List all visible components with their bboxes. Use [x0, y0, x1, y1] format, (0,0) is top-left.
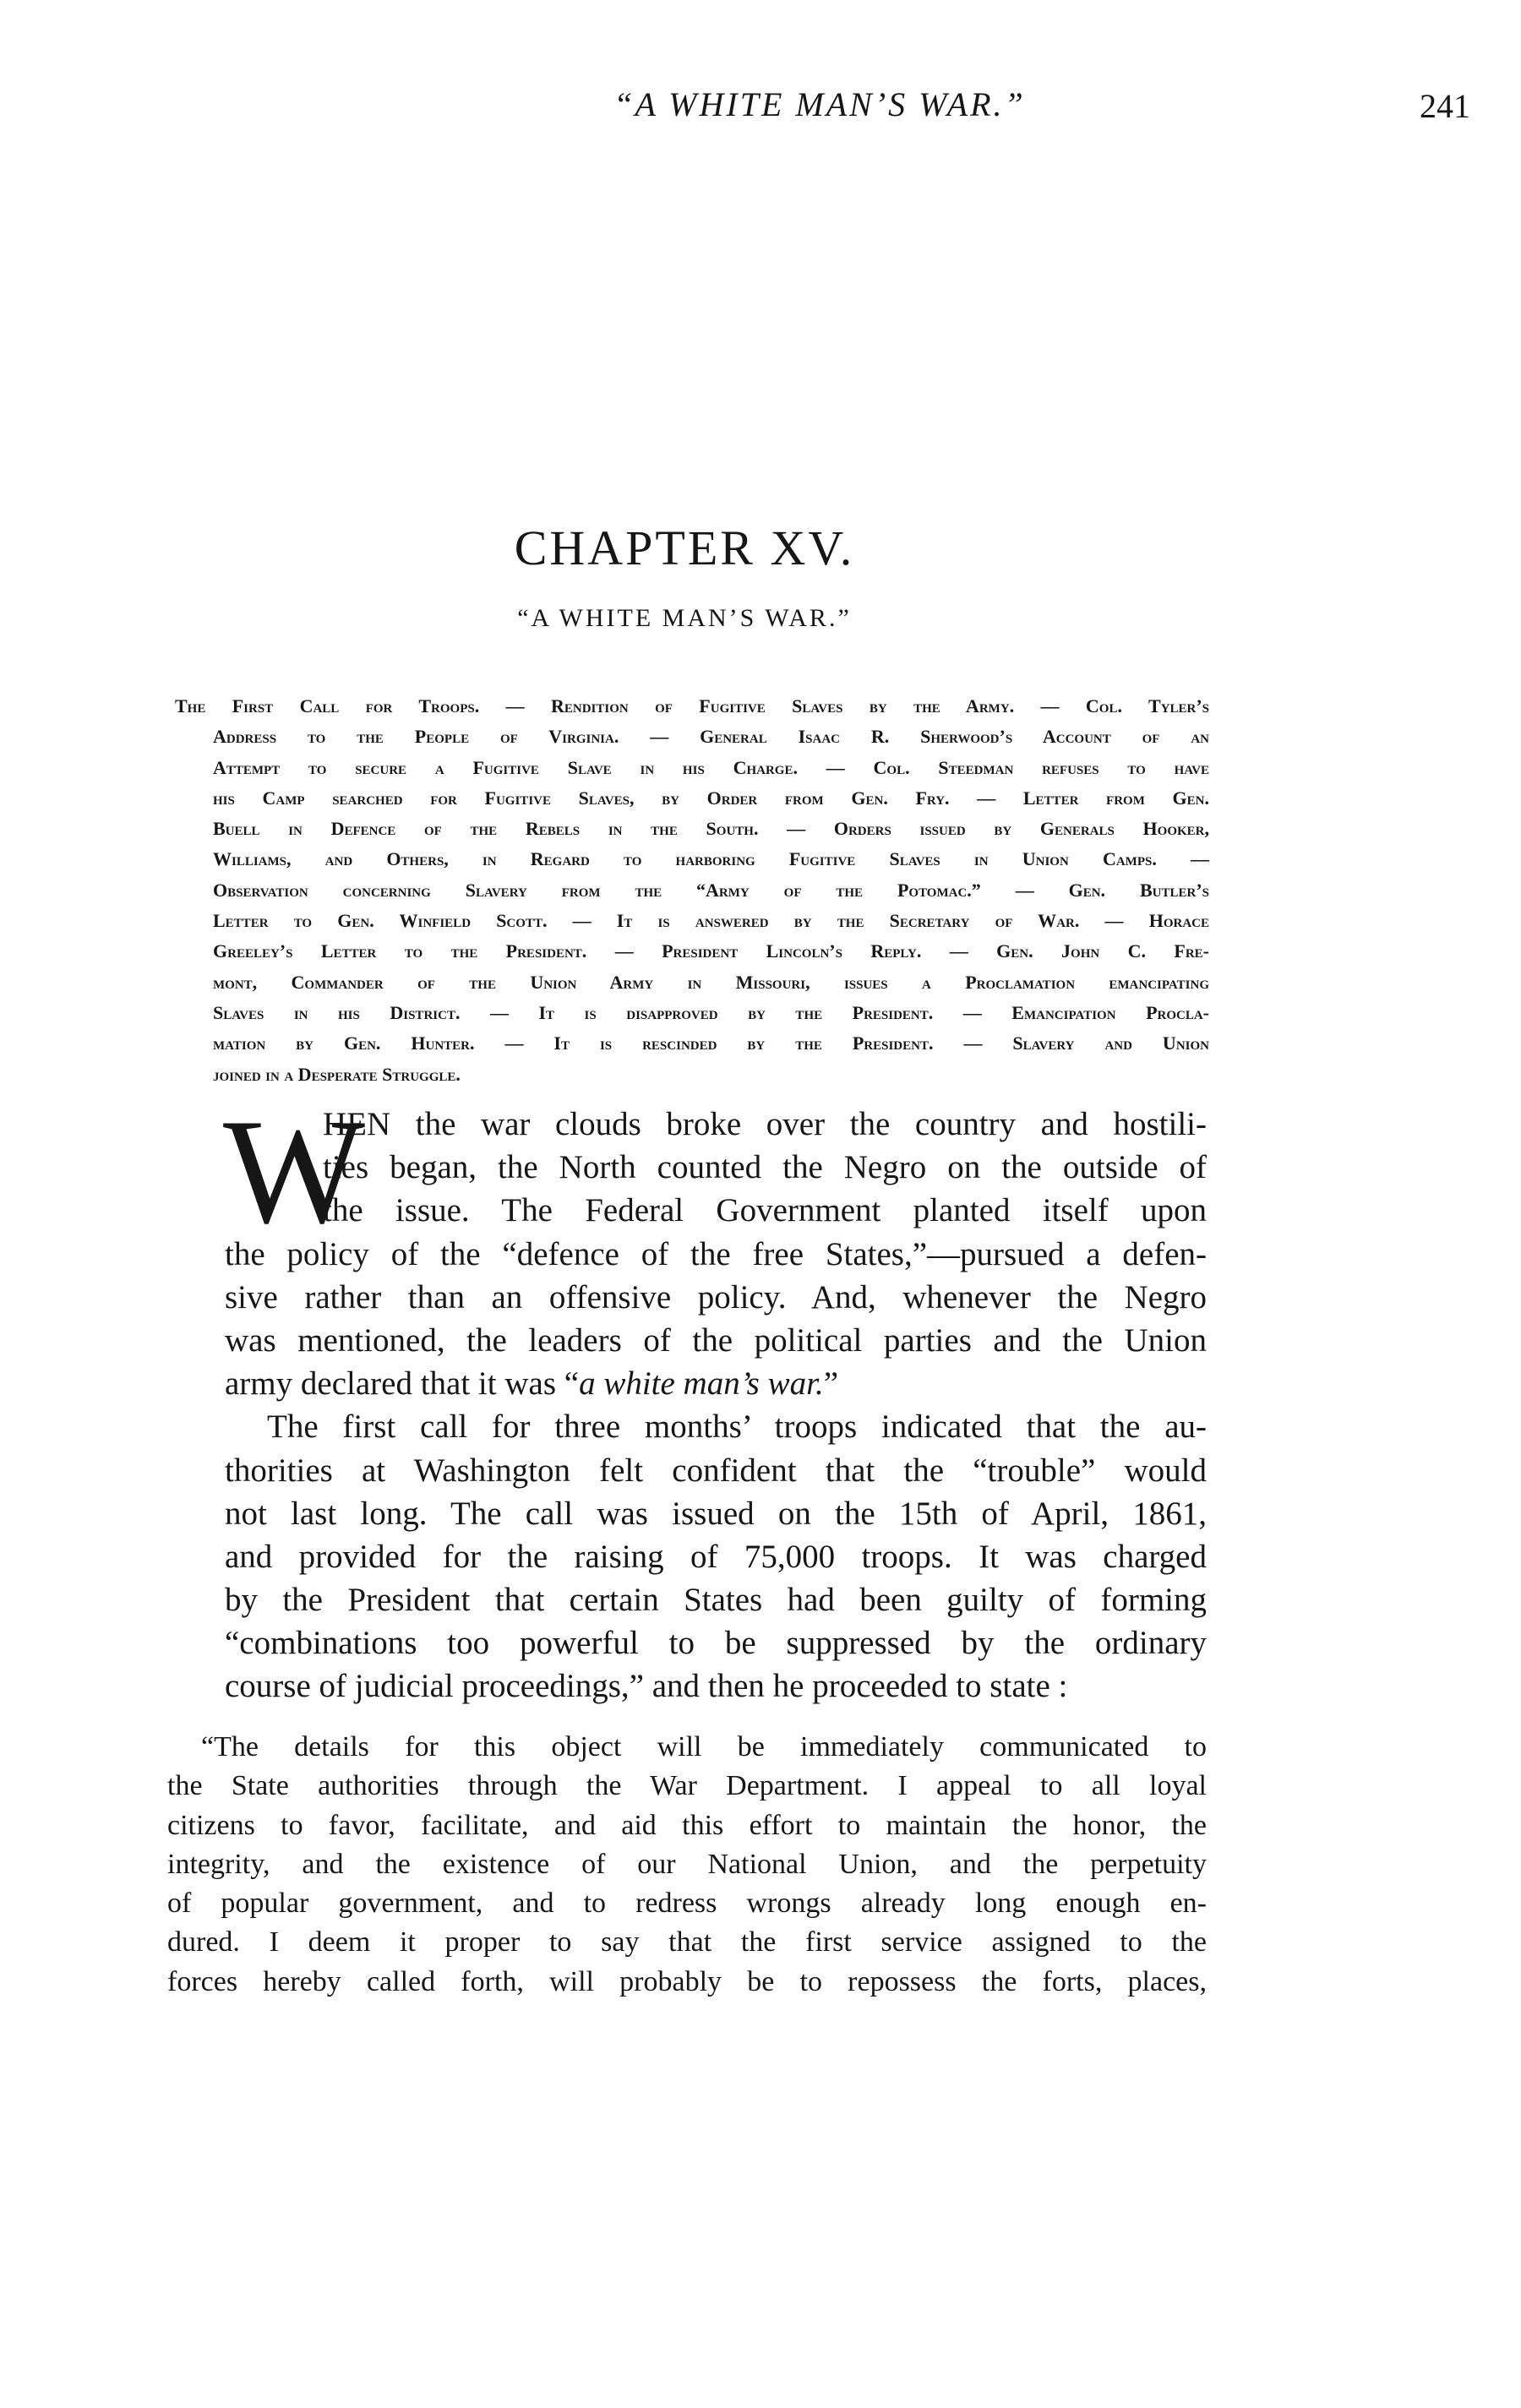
synopsis-line: Letter to Gen. Winfield Scott. — It is answered by the Secretary of War. — Horace	[213, 910, 1209, 932]
italic-phrase: a white man’s war.	[579, 1365, 824, 1403]
text-line	[225, 1362, 1207, 1405]
synopsis-line: joined in a Desperate Struggle.	[213, 1063, 461, 1085]
paragraph-2	[225, 1405, 1207, 1708]
quote-line: of popular government, and to redress wrongs already long enough en-	[167, 1888, 1207, 1920]
text-line: course of judicial proceedings,” and then he proceeded to state :	[225, 1668, 1068, 1705]
synopsis-line: Greeley’s Letter to the President. — President Lincoln’s Reply. — Gen. John C. Fre-	[213, 940, 1209, 962]
text-span: ”	[823, 1365, 839, 1403]
text-line: thorities at Washington felt confident that the “trouble” would	[225, 1452, 1207, 1489]
synopsis-line: Williams, and Others, in Regard to harboring Fugitive Slaves in Union Camps. —	[213, 848, 1209, 870]
quote-line: forces hereby called forth, will probably be to repossess the forts, places,	[167, 1965, 1207, 1997]
text-line: HEN the war clouds broke over the country and hostili-	[323, 1106, 1207, 1142]
running-head-title: “A WHITE MAN’S WAR.”	[613, 85, 1026, 123]
text-line: the issue. The Federal Government planted itself upon	[323, 1192, 1207, 1229]
synopsis-line: his Camp searched for Fugitive Slaves, by Order from Gen. Fry. — Letter from Gen.	[213, 787, 1209, 809]
quote-line: integrity, and the existence of our National Union, and the perpetuity	[167, 1848, 1207, 1880]
quote-line: “The details for this object will be immediately communicated to	[201, 1731, 1207, 1762]
text-line: by the President that certain States had been guilty of forming	[225, 1582, 1207, 1619]
synopsis-line: Attempt to secure a Fugitive Slave in his Charge. — Col. Steedman refuses to have	[213, 756, 1209, 778]
synopsis-line: Buell in Defence of the Rebels in the South. — Orders issued by Generals Hooker,	[213, 818, 1209, 840]
quote-line: the State authorities through the War Department. I appeal to all loyal	[167, 1770, 1207, 1802]
quote-line: citizens to favor, facilitate, and aid this effort to maintain the honor, the	[167, 1809, 1207, 1841]
synopsis-line: Address to the People of Virginia. — General Isaac R. Sherwood’s Account of an	[213, 726, 1209, 748]
text-line: sive rather than an offensive policy. And, whenever the Negro	[225, 1278, 1207, 1316]
chapter-number: CHAPTER XV.	[514, 520, 855, 575]
synopsis-line: Slaves in his District. — It is disapproved by the President. — Emancipation Procla-	[213, 1001, 1209, 1023]
paragraph-1	[223, 1087, 1207, 1405]
text-span: army declared that it was “	[225, 1365, 580, 1403]
chapter-synopsis	[175, 691, 1209, 1090]
text-line: and provided for the raising of 75,000 troops. It was charged	[225, 1538, 1207, 1575]
synopsis-line: mation by Gen. Hunter. — It is rescinded by the President. — Slavery and Union	[213, 1032, 1209, 1054]
synopsis-line: Observation concerning Slavery from the “Army of the Potomac.” — Gen. Butler’s	[213, 879, 1209, 901]
block-quote	[167, 1728, 1207, 2002]
synopsis-line: mont, Commander of the Union Army in Missouri, issues a Proclamation emancipating	[213, 971, 1209, 993]
text-line: the policy of the “defence of the free States,”—pursued a defen-	[225, 1235, 1207, 1272]
synopsis-line: The First Call for Troops. — Rendition of Fugitive Slaves by the Army. — Col. Tyler’s	[175, 695, 1209, 716]
quote-line: dured. I deem it proper to say that the first service assigned to the	[167, 1926, 1207, 1959]
text-line: was mentioned, the leaders of the political parties and the Union	[225, 1321, 1207, 1359]
text-line: The first call for three months’ troops indicated that the au-	[267, 1408, 1207, 1446]
text-line: not last long. The call was issued on the 15th of April, 1861,	[225, 1495, 1207, 1532]
drop-cap: W	[223, 1087, 366, 1255]
text-line: “combinations too powerful to be suppressed by the ordinary	[225, 1625, 1207, 1662]
body-text	[223, 1087, 1207, 1708]
page-number: 241	[1420, 87, 1470, 125]
chapter-title: “A WHITE MAN’S WAR.”	[517, 604, 852, 632]
running-head	[0, 84, 1521, 135]
text-line: ties began, the North counted the Negro on the outside of	[323, 1149, 1207, 1186]
